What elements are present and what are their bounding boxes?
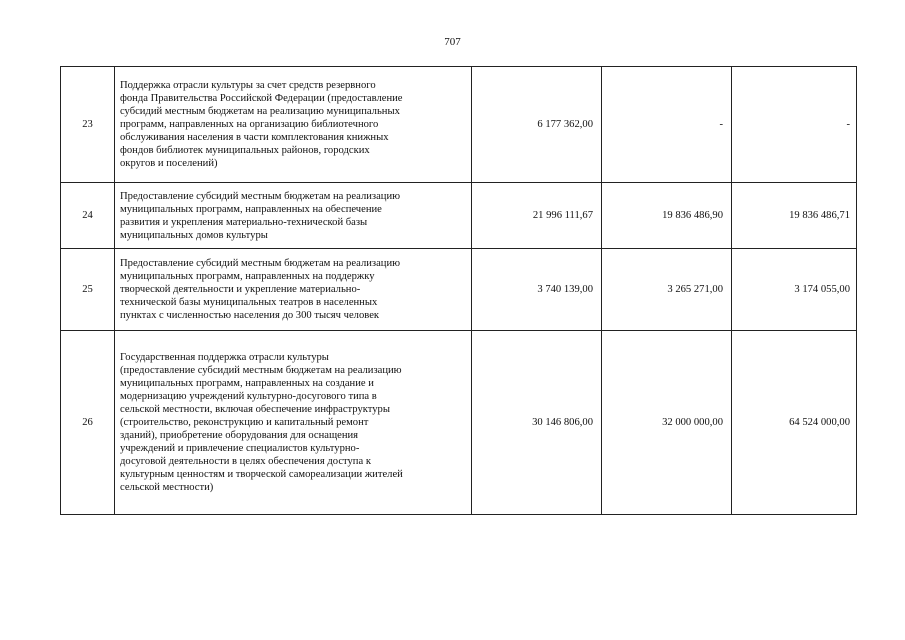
row-description — [115, 183, 472, 249]
value-cell: 19 836 486,90 — [602, 183, 732, 249]
value-cell: 3 174 055,00 — [732, 249, 857, 331]
description-line: Предоставление субсидий местным бюджетам на реализацию — [120, 258, 401, 269]
description-line: творческой деятельности и укрепление материально- — [120, 284, 361, 295]
description-line: фонда Правительства Российской Федерации (предоставление — [120, 93, 403, 104]
row-description — [115, 331, 472, 515]
value-cell: 32 000 000,00 — [602, 331, 732, 515]
description-line: муниципальных программ, направленных на поддержку — [120, 271, 375, 282]
budget-table — [60, 66, 857, 515]
description-line: развития и укрепления материально-технической базы — [120, 216, 368, 228]
table-row — [61, 331, 857, 515]
description-line: муниципальных программ, направленных на обеспечение — [120, 203, 382, 215]
row-number: 23 — [61, 67, 115, 183]
description-line: зданий), приобретение оборудования для оснащения — [120, 430, 359, 441]
value-cell: 6 177 362,00 — [472, 67, 602, 183]
description-line: Поддержка отрасли культуры за счет средств резервного — [120, 80, 376, 91]
description-line: культурным ценностям и творческой самореализации жителей — [120, 469, 403, 480]
row-description — [115, 249, 472, 331]
description-line: обслуживания населения в части комплектования книжных — [120, 132, 389, 143]
value-cell: - — [732, 67, 857, 183]
description-line: муниципальных программ, направленных на создание и — [120, 378, 374, 389]
description-line: сельской местности) — [120, 482, 214, 493]
description-line: фондов библиотек муниципальных районов, городских — [120, 145, 370, 156]
description-line: муниципальных домов культуры — [120, 229, 268, 241]
description-line: сельской местности, включая обеспечение инфраструктуры — [120, 404, 390, 415]
description-line: Государственная поддержка отрасли культуры — [120, 352, 329, 363]
value-cell: 64 524 000,00 — [732, 331, 857, 515]
description-line: учреждений и привлечение специалистов культурно- — [120, 443, 360, 454]
value-cell: 3 265 271,00 — [602, 249, 732, 331]
description-line: субсидий местным бюджетам на реализацию муниципальных — [120, 106, 400, 117]
value-cell: 3 740 139,00 — [472, 249, 602, 331]
value-cell: 21 996 111,67 — [472, 183, 602, 249]
description-line: досуговой деятельности в целях обеспечения доступа к — [120, 456, 371, 467]
value-cell: 30 146 806,00 — [472, 331, 602, 515]
description-line: округов и поселений) — [120, 158, 218, 169]
description-line: Предоставление субсидий местным бюджетам на реализацию — [120, 190, 401, 202]
table-row — [61, 249, 857, 331]
row-number: 25 — [61, 249, 115, 331]
description-line: пунктах с численностью населения до 300 тысяч человек — [120, 310, 380, 321]
table-row — [61, 183, 857, 249]
value-cell: 19 836 486,71 — [732, 183, 857, 249]
row-description — [115, 67, 472, 183]
page-number: 707 — [444, 36, 461, 48]
table-row — [61, 67, 857, 183]
row-number: 26 — [61, 331, 115, 515]
row-number: 24 — [61, 183, 115, 249]
value-cell: - — [602, 67, 732, 183]
description-line: (предоставление субсидий местным бюджетам на реализацию — [120, 365, 402, 376]
description-line: модернизацию учреждений культурно-досугового типа в — [120, 391, 377, 402]
description-line: технической базы муниципальных театров в населенных — [120, 297, 378, 308]
description-line: (строительство, реконструкцию и капитальный ремонт — [120, 417, 369, 428]
description-line: программ, направленных на организацию библиотечного — [120, 119, 379, 130]
